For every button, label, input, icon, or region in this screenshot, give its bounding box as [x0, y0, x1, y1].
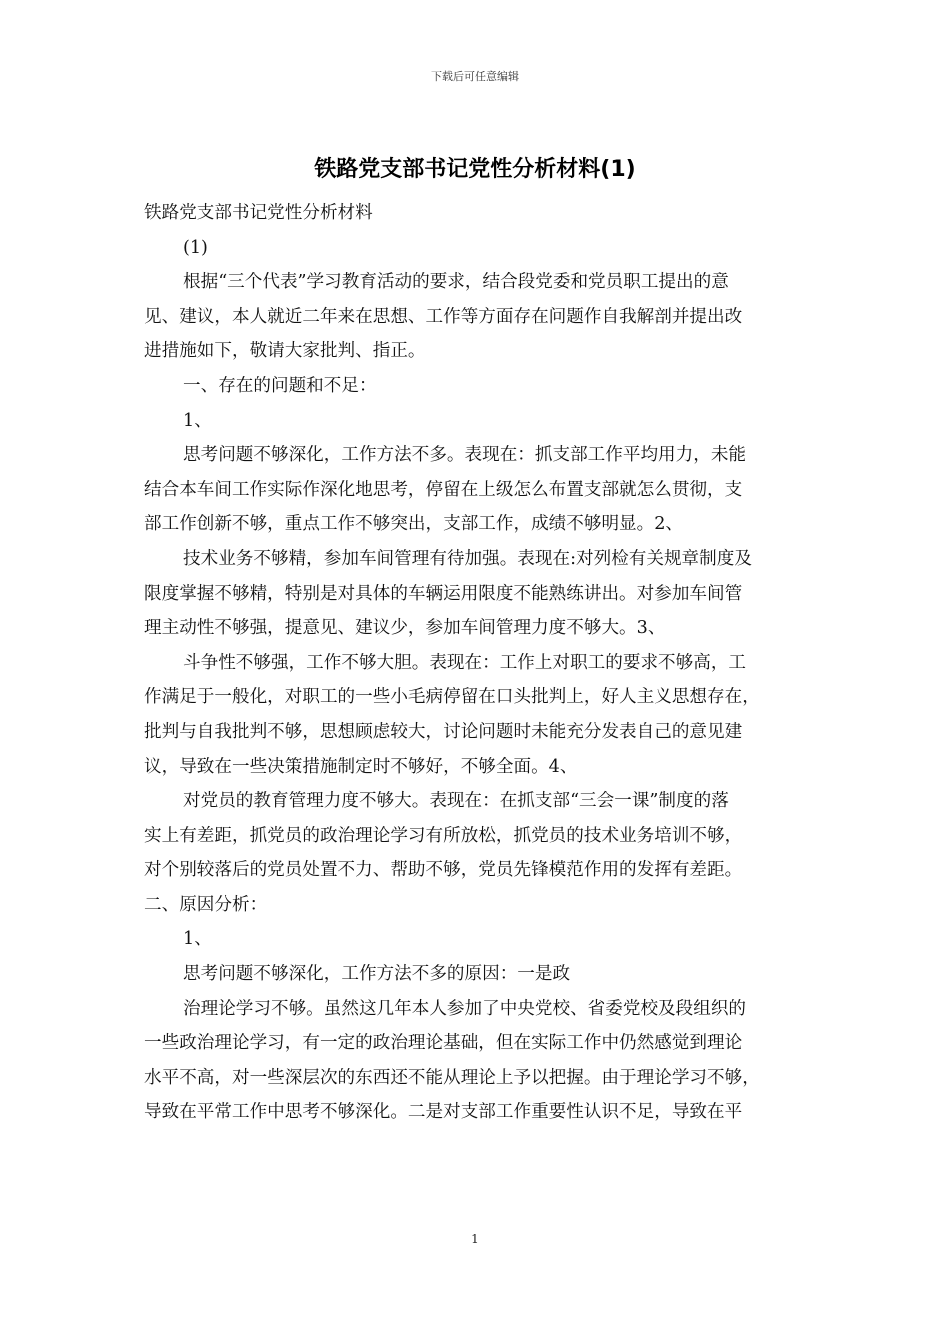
text-line: 批判与自我批判不够，思想顾虑较大，讨论问题时未能充分发表自己的意见建	[144, 721, 743, 742]
text-line: 根据“三个代表”学习教育活动的要求，结合段党委和党员职工提出的意	[183, 272, 729, 293]
page-header-note: 下载后可任意编辑	[431, 70, 519, 83]
text-line: 水平不高，对一些深层次的东西还不能从理论上予以把握。由于理论学习不够，	[144, 1067, 760, 1088]
document-title: 铁路党支部书记党性分析材料(1)	[314, 157, 636, 182]
text-line: 二、原因分析：	[144, 894, 268, 915]
text-line: 议，导致在一些决策措施制定时不够好，不够全面。4、	[144, 756, 578, 777]
text-line: 导致在平常工作中思考不够深化。二是对支部工作重要性认识不足，导致在平	[144, 1102, 743, 1123]
text-line: 见、建议，本人就近二年来在思想、工作等方面存在问题作自我解剖并提出改	[144, 306, 743, 327]
text-line: 技术业务不够精，参加车间管理有待加强。表现在:对列检有关规章制度及	[183, 548, 752, 569]
text-line: 1、	[183, 929, 212, 950]
text-line: 对个别较落后的党员处置不力、帮助不够，党员先锋模范作用的发挥有差距。	[144, 860, 743, 881]
text-line: 进措施如下，敬请大家批判、指正。	[144, 341, 426, 362]
text-line: 斗争性不够强，工作不够大胆。表现在：工作上对职工的要求不够高，工	[183, 652, 747, 673]
text-line: 一些政治理论学习，有一定的政治理论基础，但在实际工作中仍然感觉到理论	[144, 1033, 743, 1054]
text-line: 思考问题不够深化，工作方法不多。表现在：抓支部工作平均用力，未能	[183, 445, 747, 466]
text-line: 思考问题不够深化，工作方法不多的原因：一是政	[183, 964, 571, 985]
text-line: 实上有差距，抓党员的政治理论学习有所放松，抓党员的技术业务培训不够，	[144, 825, 743, 846]
text-line: 结合本车间工作实际作深化地思考，停留在上级怎么布置支部就怎么贯彻，支	[144, 479, 743, 500]
text-line: (1)	[183, 237, 208, 258]
text-line: 对党员的教育管理力度不够大。表现在：在抓支部“三会一课”制度的落	[183, 791, 729, 812]
text-line: 治理论学习不够。虽然这几年本人参加了中央党校、省委党校及段组织的	[183, 998, 747, 1019]
text-line: 限度掌握不够精，特别是对具体的车辆运用限度不能熟练讲出。对参加车间管	[144, 583, 743, 604]
text-line: 一、存在的问题和不足：	[183, 375, 377, 396]
text-line: 理主动性不够强，提意见、建议少，参加车间管理力度不够大。3、	[144, 618, 666, 639]
document-body	[144, 196, 824, 1130]
text-line: 部工作创新不够，重点工作不够突出，支部工作，成绩不够明显。2、	[144, 514, 684, 535]
page-number: 1	[471, 1232, 479, 1246]
text-line: 铁路党支部书记党性分析材料	[144, 203, 373, 223]
text-line: 1、	[183, 410, 212, 431]
text-line: 作满足于一般化，对职工的一些小毛病停留在口头批判上，好人主义思想存在，	[144, 687, 760, 708]
